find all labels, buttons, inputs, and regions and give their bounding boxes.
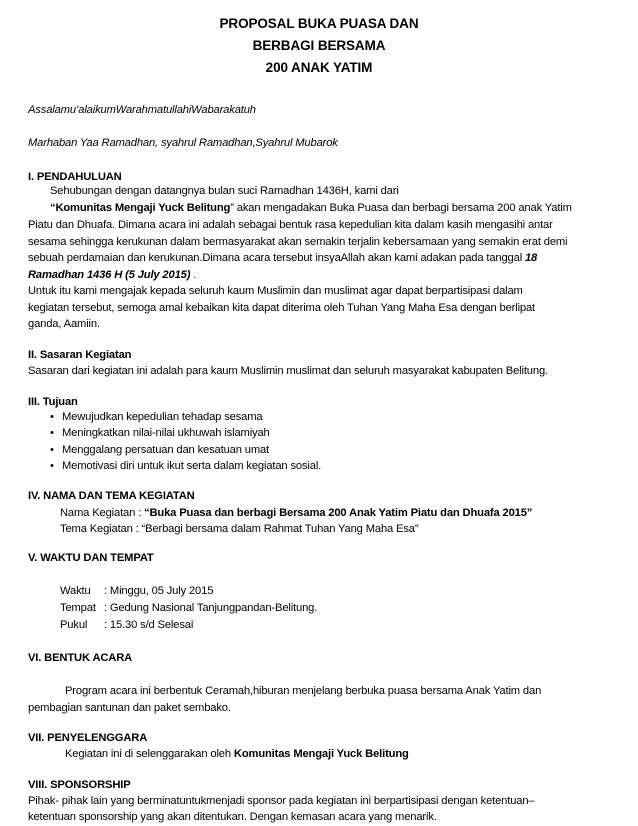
section-heading-bentuk-acara: VI. BENTUK ACARA xyxy=(28,652,133,664)
paragraph-line: kegiatan tersebut, semoga amal kebaikan kita dapat diterima oleh Tuhan Yang Maha Esa dengan berlipat xyxy=(28,302,536,314)
list-item-text: Meningkatkan nilai-nilai ukhuwah islamiyah xyxy=(62,427,270,439)
paragraph-line: ketentuan sponsorship yang akan ditentukan. Dengan kemasan acara yang menarik. xyxy=(28,811,437,823)
schedule-value: : Gedung Nasional Tanjungpandan-Belitung. xyxy=(104,602,318,614)
list-item-text: Menggalang persatuan dan kesatuan umat xyxy=(62,444,270,456)
paragraph-line: Program acara ini berbentuk Ceramah,hiburan menjelang berbuka puasa bersama Anak Yatim dan xyxy=(65,685,542,697)
event-date: 18 xyxy=(524,252,538,264)
paragraph-text: ” akan mengadakan Buka Puasa dan berbagi bersama 200 anak Yatim xyxy=(230,202,572,214)
section-heading-sasaran: II. Sasaran Kegiatan xyxy=(28,349,132,361)
schedule-key: Pukul xyxy=(60,619,88,631)
list-item xyxy=(50,443,269,457)
schedule-row xyxy=(60,618,193,632)
schedule-key: Waktu xyxy=(60,585,91,597)
paragraph-text: Kegiatan ini di selenggarakan oleh xyxy=(65,748,234,760)
section-heading-penyelenggara: VII. PENYELENGGARA xyxy=(28,732,148,744)
paragraph-line: Tema Kegiatan : “Berbagi bersama dalam Rahmat Tuhan Yang Maha Esa” xyxy=(60,523,419,535)
title-line-2: BERBAGI BERSAMA xyxy=(252,38,386,53)
paragraph-line xyxy=(28,251,537,265)
title-line-1: PROPOSAL BUKA PUASA DAN xyxy=(219,16,419,31)
bullet-icon: • xyxy=(50,411,54,423)
marhaban-line: Marhaban Yaa Ramadhan, syahrul Ramadhan,Syahrul Mubarok xyxy=(28,137,338,149)
paragraph-line xyxy=(60,506,532,520)
section-heading-sponsorship: VIII. SPONSORSHIP xyxy=(28,779,131,791)
paragraph-line: Sasaran dari kegiatan ini adalah para kaum Muslimin muslimat dan seluruh masyarakat kabupaten Belitung. xyxy=(28,365,548,377)
paragraph-line: Pihak- pihak lain yang berminatuntukmenjadi sponsor pada kegiatan ini berpartisipasi dengan ketentuan– xyxy=(28,795,535,807)
list-item xyxy=(50,426,270,440)
list-item-text: Mewujudkan kepedulian tehadap sesama xyxy=(62,411,263,423)
paragraph-line: sesama sehingga kerukunan dalam bermasyarakat akan semakin terjalin kebersamaan yang semakin erat demi xyxy=(28,236,568,248)
schedule-value: : 15.30 s/d Selesai xyxy=(104,619,194,631)
paragraph-line: Sehubungan dengan datangnya bulan suci Ramadhan 1436H, kami dari xyxy=(50,185,399,197)
list-item xyxy=(50,459,321,473)
field-label: Nama Kegiatan : xyxy=(60,507,145,519)
organizer-name: Komunitas Mengaji Yuck Belitung xyxy=(233,748,409,760)
section-heading-tujuan: III. Tujuan xyxy=(28,396,78,408)
paragraph-line xyxy=(28,268,196,282)
event-name: “Buka Puasa dan berbagi Bersama 200 Anak Yatim Piatu dan Dhuafa 2015” xyxy=(144,507,533,519)
paragraph-text: sebuah perdamaian dan kerukunan.Dimana acara tersebut insyaAllah akan kami adakan pada tanggal xyxy=(28,252,525,264)
paragraph-line xyxy=(65,747,409,761)
section-heading-pendahuluan: I. PENDAHULUAN xyxy=(28,171,122,183)
bullet-icon: • xyxy=(50,460,54,472)
paragraph-text: . xyxy=(190,269,197,281)
paragraph-line xyxy=(50,201,572,215)
organizer-name: “Komunitas Mengaji Yuck Belitung xyxy=(50,202,231,214)
list-item xyxy=(50,410,262,424)
paragraph-line: Untuk itu kami mengajak kepada seluruh kaum Muslimin dan muslimat agar dapat berpartisipasi dalam xyxy=(28,285,523,297)
schedule-row xyxy=(60,601,317,615)
bullet-icon: • xyxy=(50,427,54,439)
schedule-value: : Minggu, 05 July 2015 xyxy=(104,585,214,597)
section-heading-waktu-tempat: V. WAKTU DAN TEMPAT xyxy=(28,552,154,564)
schedule-row xyxy=(60,584,213,598)
paragraph-line: pembagian santunan dan paket sembako. xyxy=(28,702,231,714)
greeting: Assalamu’alaikumWarahmatullahiWabarakatuh xyxy=(28,104,256,116)
section-heading-nama-tema: IV. NAMA DAN TEMA KEGIATAN xyxy=(28,490,195,502)
paragraph-line: Piatu dan Dhuafa. Dimana acara ini adalah sebagai bentuk rasa kepedulian kita dalam kasih mengasihi antar xyxy=(28,219,553,231)
title-line-3: 200 ANAK YATIM xyxy=(265,60,373,75)
event-date: Ramadhan 1436 H (5 July 2015) xyxy=(28,269,191,281)
paragraph-line: ganda, Aamiin. xyxy=(28,318,100,330)
schedule-key: Tempat xyxy=(60,602,96,614)
list-item-text: Memotivasi diri untuk ikut serta dalam kegiatan sosial. xyxy=(62,460,322,472)
bullet-icon: • xyxy=(50,444,54,456)
